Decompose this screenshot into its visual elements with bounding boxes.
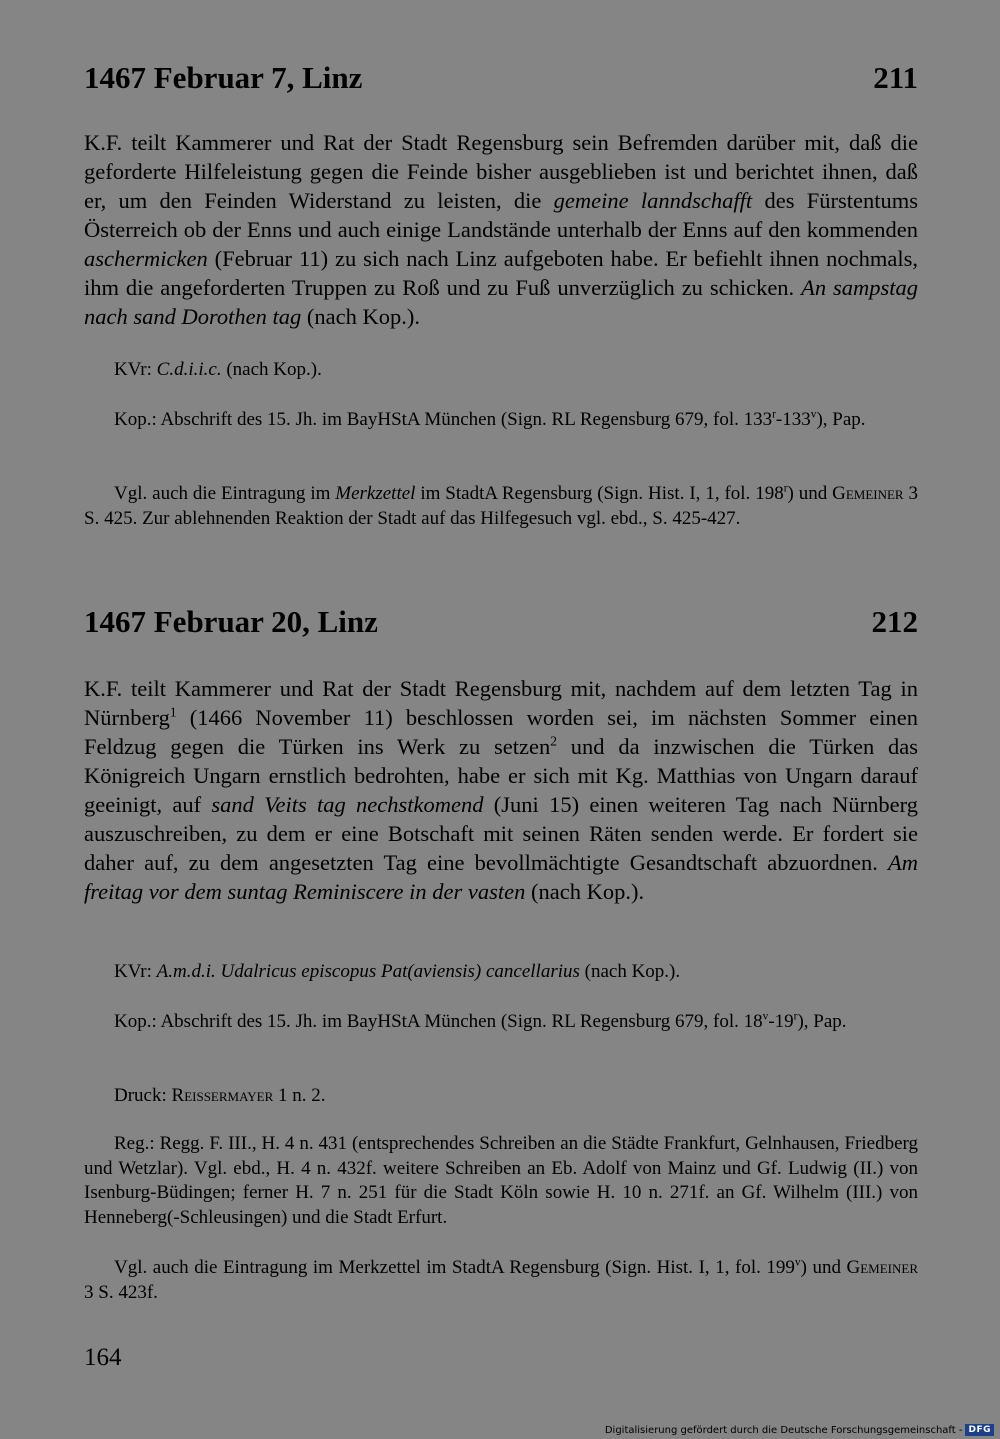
- kvr-rest: (nach Kop.).: [579, 961, 681, 982]
- entry-date: 1467 Februar 20, Linz: [84, 604, 378, 639]
- dating-clause: Am freitag vor dem suntag Reminiscere in der vasten: [84, 850, 918, 904]
- kop-text: ), Pap.: [797, 1011, 847, 1032]
- vgl-text: ) und: [800, 1257, 847, 1278]
- folio-sup: v: [810, 408, 817, 421]
- vgl-text: Vgl. auch die Eintragung im Merkzettel im StadtA Regensburg (Sign. Hist. I, 1, fol. 199: [114, 1257, 795, 1278]
- page-number: 164: [84, 1344, 122, 1371]
- entry-number: 211: [873, 60, 918, 95]
- vgl-text: im StadtA Regensburg (Sign. Hist. I, 1, fol. 198: [415, 483, 784, 504]
- entry-date: 1467 Februar 7, Linz: [84, 60, 363, 95]
- footer-text: Digitalisierung gefördert durch die Deutsche Forschungsgemeinschaft -: [604, 1424, 963, 1436]
- kop-text: -19: [768, 1011, 794, 1032]
- druck-text: Druck:: [114, 1085, 172, 1106]
- entry-heading-212: [84, 604, 918, 640]
- summary-text: (Juni 15) einen weiteren Tag nach Nürnberg auszuschreiben, zu dem er eine Botschaft mit seinen Räten senden werde. Er fordert sie daher auf, zu dem angesetzten Tag eine bevollmächtigte Gesandtschaft abzuordnen.: [84, 792, 918, 875]
- entry-summary-212: [84, 674, 918, 906]
- reg-note-212: [84, 1132, 918, 1230]
- vgl-text: 3 S. 423f.: [84, 1281, 158, 1303]
- vgl-text: Vgl. auch die Eintragung im: [114, 483, 336, 504]
- summary-text: des Fürstentums Österreich ob der Enns und auch einige Landstände unterhalb der Enns auf den kommenden: [84, 188, 918, 242]
- kop-note-212: [84, 1010, 918, 1035]
- summary-text: und da inzwischen die Türken das Königreich Ungarn ernstlich bedrohten, habe er sich mit Kg. Matthias von Ungarn darauf geeinigt, auf: [84, 734, 918, 817]
- druck-note-212: [84, 1084, 918, 1109]
- summary-text: (nach Kop.).: [301, 304, 420, 329]
- author-name: Reissermayer: [171, 1085, 274, 1106]
- dating-clause: An sampstag nach sand Dorothen tag: [84, 275, 919, 329]
- footnote-marker: 2: [550, 733, 558, 749]
- vgl-text: 3 S. 425. Zur ablehnenden Reaktion der Stadt auf das Hilfegesuch vgl. ebd., S. 425-427.: [84, 483, 918, 529]
- summary-quote: sand Veits tag nechstkomend: [211, 792, 484, 817]
- kop-text: Kop.: Abschrift des 15. Jh. im BayHStA München (Sign. RL Regensburg 679, fol. 133: [114, 409, 773, 430]
- kvr-value: C.d.i.i.c.: [156, 359, 222, 380]
- summary-text: K.F. teilt Kammerer und Rat der Stadt Regensburg sein Befremden darüber mit, daß die geforderte Hilfeleistung gegen die Feinde bisher ausgeblieben ist und berichtet ihnen, daß er, um den Feinden Widerstand zu leisten, die: [84, 130, 918, 213]
- kop-text: Kop.: Abschrift des 15. Jh. im BayHStA München (Sign. RL Regensburg 679, fol. 18: [114, 1011, 763, 1032]
- summary-quote: aschermicken: [84, 246, 208, 271]
- folio-sup: v: [794, 1256, 801, 1269]
- footnote-marker: 1: [169, 704, 177, 720]
- vgl-note-211: [84, 482, 918, 531]
- summary-text: (nach Kop.).: [525, 879, 645, 904]
- reg-text: Reg.: Regg. F. III., H. 4 n. 431 (entsprechendes Schreiben an die Städte Frankfurt, Gelnhausen, Friedberg und Wetzlar). Vgl. ebd., H. 4 n. 432f. weitere Schreiben an Eb. Adolf von Mainz und Gf. Ludwig (II.) von Isenburg-Büdingen; ferner H. 7 n. 251 für die Stadt Köln sowie H. 10 n. 271f. an Gf. Wilhelm (III.) von Henneberg(-Schleusingen) und die Stadt Erfurt.: [84, 1133, 918, 1228]
- folio-sup: r: [793, 1010, 798, 1023]
- summary-quote: gemeine lanndschafft: [553, 188, 753, 213]
- kvr-label: KVr:: [114, 961, 157, 982]
- vgl-italic: Merkzettel: [335, 483, 416, 504]
- entry-number: 212: [871, 604, 918, 639]
- kvr-note-212: [84, 960, 918, 985]
- kvr-label: KVr:: [114, 359, 157, 380]
- entry-heading-211: [84, 60, 918, 96]
- summary-text: (Februar 11) zu sich nach Linz aufgeboten habe. Er befiehlt ihnen nochmals, ihm die angeforderten Truppen zu Roß und zu Fuß unverzüglich zu schicken.: [84, 246, 918, 300]
- druck-text: 1 n. 2.: [273, 1085, 326, 1106]
- summary-text: (1466 November 11) beschlossen worden sei, im nächsten Sommer einen Feldzug gegen die Türken ins Werk zu setzen: [84, 705, 918, 759]
- author-name: Gemeiner: [846, 1257, 918, 1278]
- entry-summary-211: [84, 128, 918, 331]
- folio-sup: r: [783, 482, 788, 495]
- kop-text: ), Pap.: [816, 409, 866, 430]
- kop-note-211: [84, 408, 918, 433]
- footer-credit: [605, 1424, 994, 1436]
- vgl-note-212: [84, 1256, 918, 1305]
- vgl-text: ) und: [787, 483, 833, 504]
- folio-sup: r: [772, 408, 776, 421]
- kvr-note-211: [84, 358, 918, 383]
- kop-text: -133: [775, 409, 811, 430]
- kvr-value: A.m.d.i. Udalricus episcopus Pat(aviensis) cancellarius: [156, 961, 580, 982]
- kvr-rest: (nach Kop.).: [221, 359, 322, 380]
- summary-text: K.F. teilt Kammerer und Rat der Stadt Regensburg mit, nachdem auf dem letzten Tag in Nürnberg: [84, 676, 918, 730]
- dfg-logo: DFG: [965, 1424, 994, 1436]
- folio-sup: v: [762, 1010, 769, 1023]
- author-name: Gemeiner: [832, 483, 904, 504]
